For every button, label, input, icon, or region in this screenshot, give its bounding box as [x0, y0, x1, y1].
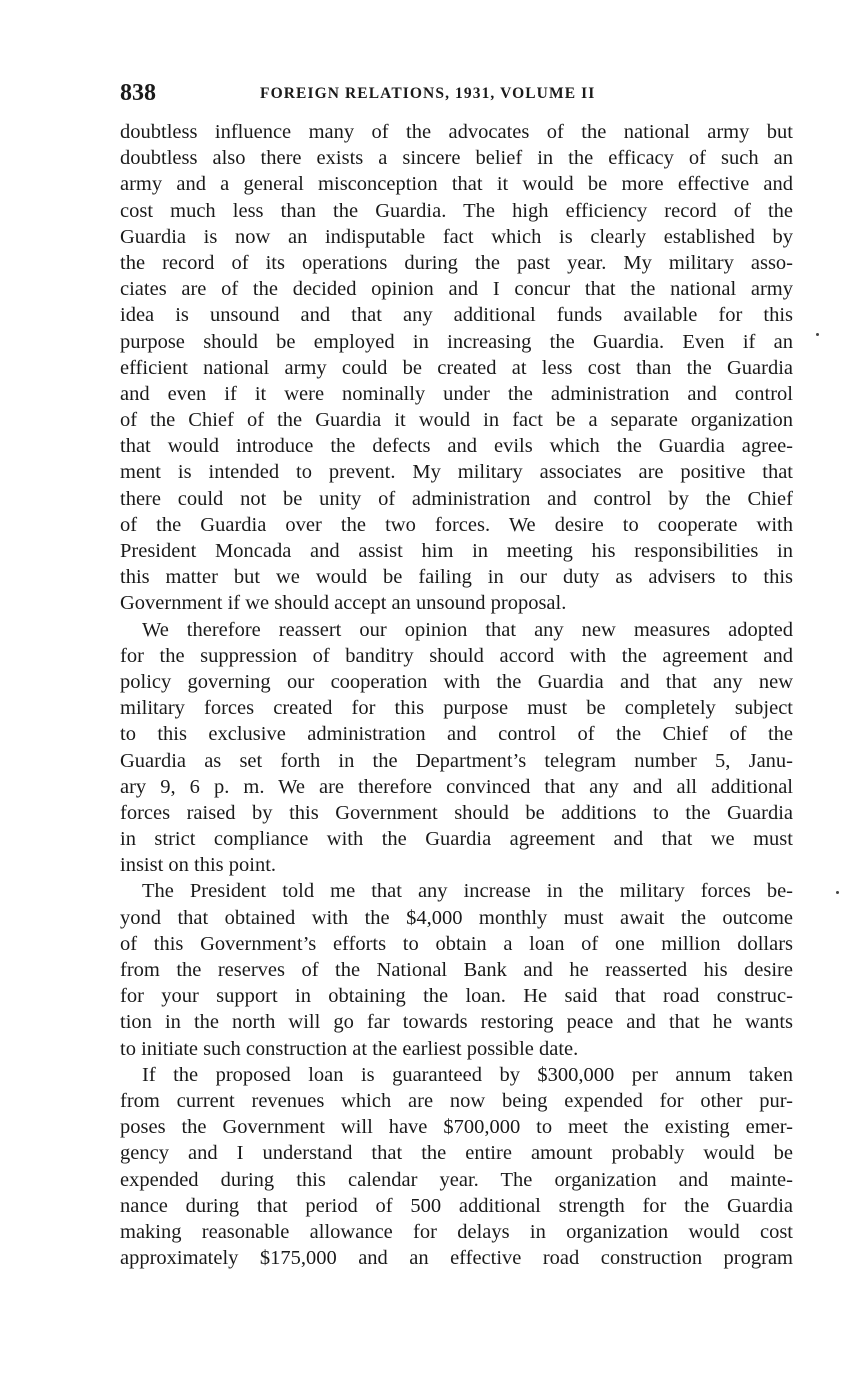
paragraph: [120, 878, 793, 1061]
text-line: making reasonable allowance for delays in organization would cost: [120, 1220, 793, 1243]
text-line: to initiate such construction at the earliest possible date.: [120, 1037, 579, 1060]
text-line: forces raised by this Government should be additions to the Guardia: [120, 801, 793, 824]
text-line: Government if we should accept an unsound proposal.: [120, 592, 567, 615]
text-line: yond that obtained with the $4,000 monthly must await the outcome: [120, 906, 793, 929]
text-line: efficient national army could be created at less cost than the Guardia: [120, 356, 793, 379]
text-line: tion in the north will go far towards restoring peace and that he wants: [120, 1011, 793, 1034]
text-line: there could not be unity of administration and control by the Chief: [120, 487, 793, 510]
text-line: army and a general misconception that it would be more effective and: [120, 173, 793, 196]
text-line: gency and I understand that the entire amount probably would be: [120, 1142, 793, 1165]
text-line: military forces created for this purpose must be completely subject: [120, 697, 793, 720]
text-line: Guardia as set forth in the Department’s telegram number 5, Janu-: [120, 749, 793, 772]
text-line: doubtless influence many of the advocates of the national army but: [120, 121, 793, 143]
text-line: from the reserves of the National Bank and he reasserted his desire: [120, 959, 793, 981]
text-line: policy governing our cooperation with the Guardia and that any new: [120, 670, 793, 693]
body-text: [120, 119, 793, 1271]
paragraph: [120, 119, 793, 617]
text-line: in strict compliance with the Guardia agreement and that we must: [120, 828, 793, 851]
text-line: President Moncada and assist him in meeting his responsibilities in: [120, 540, 793, 562]
text-line: idea is unsound and that any additional funds available for this: [120, 304, 793, 327]
running-title: FOREIGN RELATIONS, 1931, VOLUME II: [260, 85, 596, 102]
scan-speck: [836, 891, 839, 894]
text-line: cost much less than the Guardia. The high efficiency record of the: [120, 199, 793, 222]
text-line: We therefore reassert our opinion that any new measures adopted: [142, 618, 793, 641]
text-line: approximately $175,000 and an effective road construction program: [120, 1247, 793, 1270]
text-line: ary 9, 6 p. m. We are therefore convinced that any and all additional: [120, 775, 793, 798]
text-line: that would introduce the defects and evils which the Guardia agree-: [120, 435, 793, 458]
text-line: nance during that period of 500 additional strength for the Guardia: [120, 1194, 793, 1217]
paragraph: [120, 617, 793, 879]
running-head: [120, 78, 793, 108]
text-line: ciates are of the decided opinion and I concur that the national army: [120, 278, 793, 301]
text-line: insist on this point.: [120, 854, 277, 877]
page-number: 838: [120, 80, 156, 106]
text-line: of the Guardia over the two forces. We desire to cooperate with: [120, 513, 793, 536]
text-line: of this Government’s efforts to obtain a loan of one million dollars: [120, 932, 793, 955]
text-line: The President told me that any increase in the military forces be-: [142, 880, 793, 903]
text-line: expended during this calendar year. The organization and mainte-: [120, 1168, 793, 1191]
paragraph: [120, 1062, 793, 1272]
text-line: to this exclusive administration and control of the Chief of the: [120, 723, 793, 746]
text-line: of the Chief of the Guardia it would in fact be a separate organization: [120, 409, 793, 432]
text-line: and even if it were nominally under the administration and control: [120, 382, 793, 405]
text-line: for your support in obtaining the loan. He said that road construc-: [120, 985, 793, 1008]
text-line: the record of its operations during the past year. My military asso-: [120, 251, 793, 274]
text-line: from current revenues which are now being expended for other pur-: [120, 1089, 793, 1112]
text-line: for the suppression of banditry should accord with the agreement and: [120, 644, 793, 667]
text-line: this matter but we would be failing in our duty as advisers to this: [120, 566, 793, 589]
text-line: doubtless also there exists a sincere belief in the efficacy of such an: [120, 147, 793, 170]
text-line: Guardia is now an indisputable fact which is clearly established by: [120, 225, 793, 248]
scan-speck: [816, 333, 819, 336]
text-line: If the proposed loan is guaranteed by $300,000 per annum taken: [142, 1063, 793, 1086]
text-line: purpose should be employed in increasing the Guardia. Even if an: [120, 330, 793, 353]
text-line: ment is intended to prevent. My military associates are positive that: [120, 461, 793, 484]
text-line: poses the Government will have $700,000 to meet the existing emer-: [120, 1116, 793, 1139]
